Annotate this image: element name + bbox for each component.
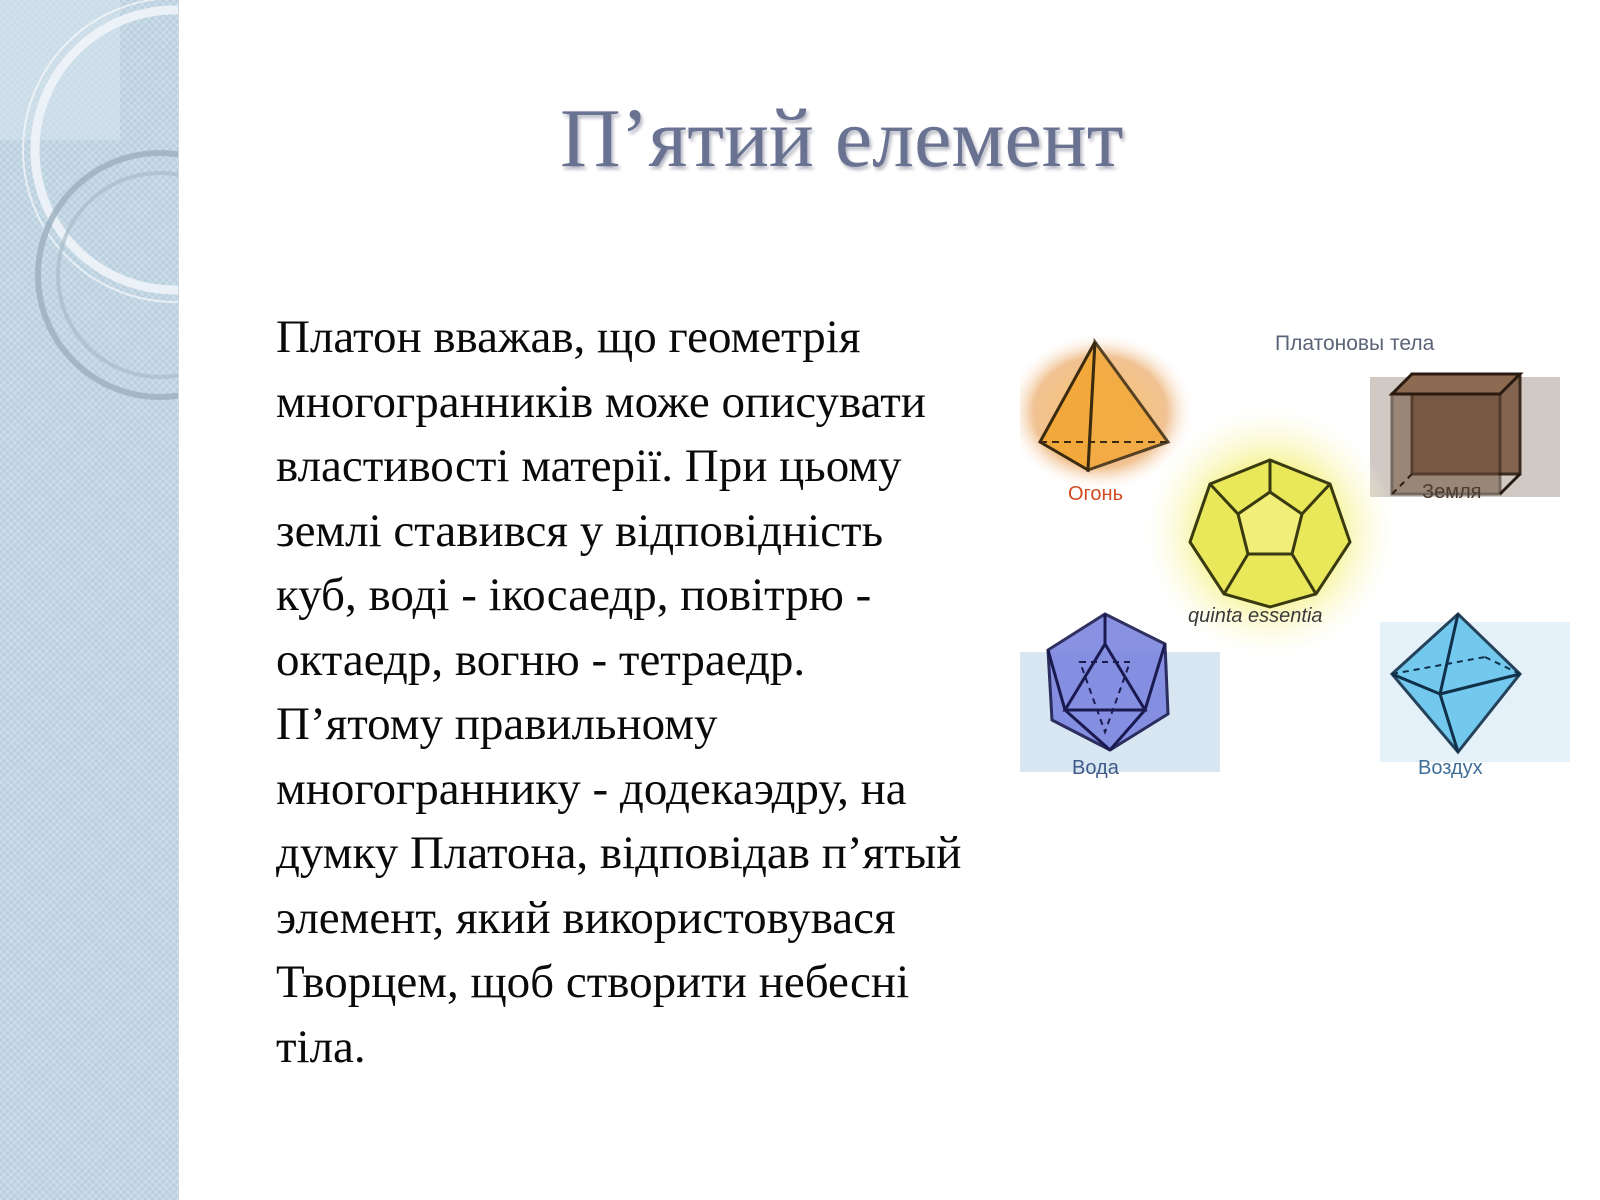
- label-quinta-essentia: quinta essentia: [1188, 605, 1323, 627]
- decorative-circles: [0, 0, 178, 1200]
- body-line: многограннику - додекаэдру, на: [276, 762, 907, 815]
- body-line: тіла.: [276, 1020, 366, 1073]
- body-line: Творцем, щоб створити небесні: [276, 956, 910, 1008]
- slide-body-text: [276, 305, 1066, 1079]
- label-earth: Земля: [1422, 481, 1482, 503]
- label-air: Воздух: [1418, 757, 1483, 779]
- body-line: думку Платона, відповідав п’ятый: [276, 827, 962, 879]
- body-line: элемент, який використовувася: [276, 891, 896, 944]
- octahedron-air-icon: [1380, 614, 1570, 762]
- slide-title: П’ятий елемент: [560, 92, 1124, 185]
- cube-earth-icon: [1370, 374, 1560, 497]
- body-line: Платон вважав, що геометрія: [276, 311, 861, 363]
- label-water: Вода: [1072, 757, 1119, 779]
- icosahedron-water-icon: [1020, 614, 1220, 772]
- figure-heading: Платоновы тела: [1275, 332, 1435, 355]
- decorative-side-panel: [0, 0, 179, 1200]
- platonic-solids-figure: [1020, 322, 1580, 802]
- label-fire: Огонь: [1068, 483, 1123, 505]
- body-line: властивості матерії. При цьому: [276, 440, 902, 492]
- body-line: П’ятому правильному: [276, 698, 718, 750]
- body-line: октаедр, вогню - тетраедр.: [276, 633, 806, 686]
- body-line: куб, воді - ікосаедр, повітрю -: [276, 569, 872, 621]
- body-line: многогранників може описувати: [276, 375, 926, 428]
- body-line: землі ставився у відповідність: [276, 504, 884, 557]
